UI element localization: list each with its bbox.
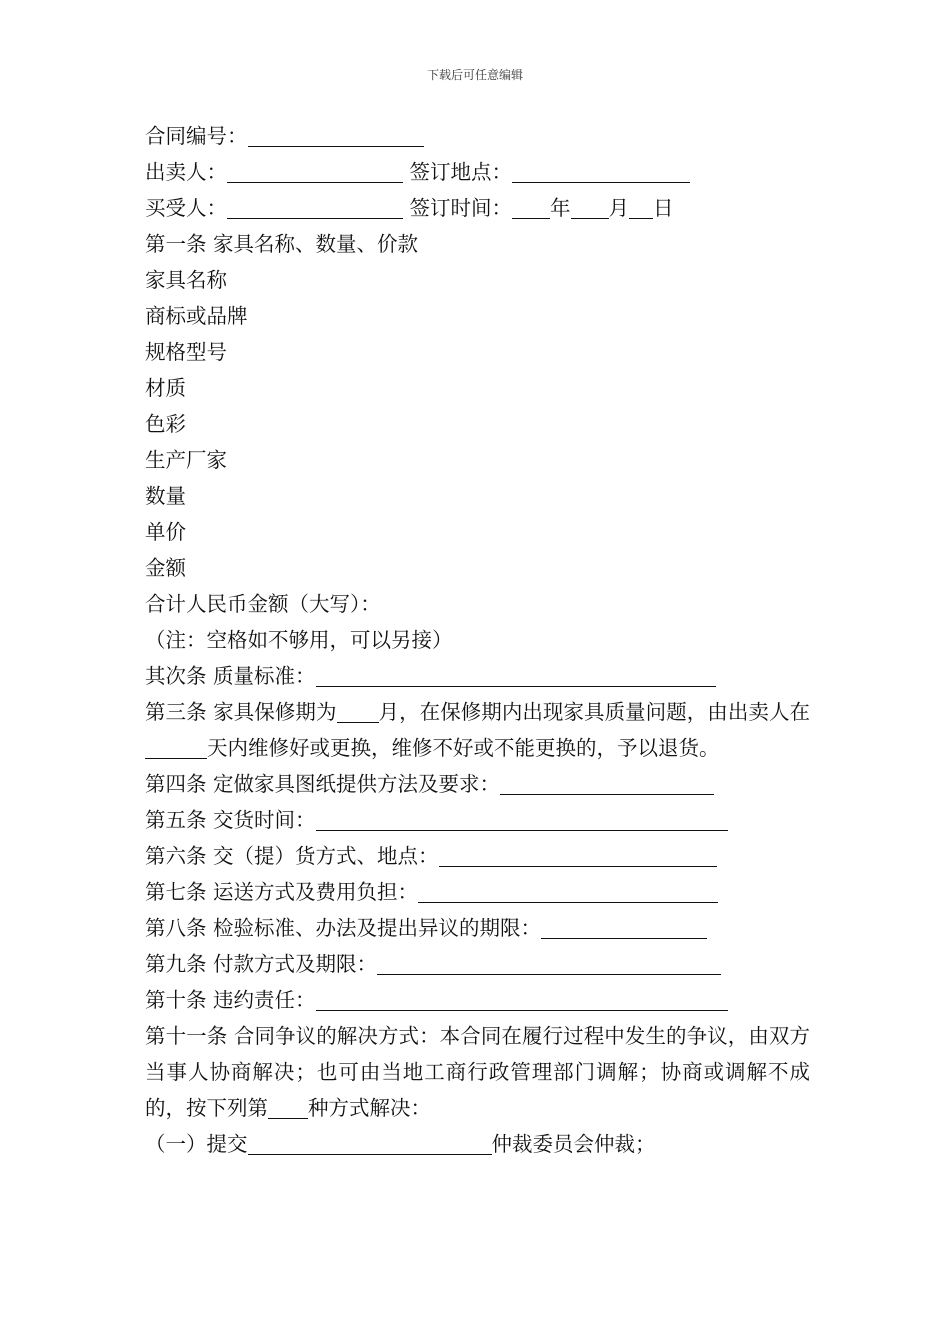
delivery-time-blank[interactable] xyxy=(316,808,728,831)
resolution-option-blank[interactable] xyxy=(268,1096,308,1119)
article2-label: 其次条 质量标准： xyxy=(145,664,316,688)
sign-day-blank[interactable] xyxy=(629,196,653,219)
seller-label: 出卖人： xyxy=(145,160,227,184)
arbitration-prefix: （一）提交 xyxy=(145,1132,248,1156)
item-material: 材质 xyxy=(145,376,186,400)
contract-number-blank[interactable] xyxy=(248,124,424,147)
quality-standard-blank[interactable] xyxy=(316,664,716,687)
breach-liability-blank[interactable] xyxy=(316,988,728,1011)
repair-days-blank[interactable] xyxy=(145,736,207,759)
article8-line xyxy=(145,910,810,946)
article11-text-2: 种方式解决： xyxy=(308,1096,431,1120)
sign-month-blank[interactable] xyxy=(571,196,609,219)
item-quantity: 数量 xyxy=(145,484,186,508)
item-unit-price: 单价 xyxy=(145,520,186,544)
day-label: 日 xyxy=(653,196,674,220)
article1-title: 第一条 家具名称、数量、价款 xyxy=(145,232,419,256)
article11-text-1: 第十一条 合同争议的解决方式：本合同在履行过程中发生的争议，由双方当事人协商解决；也可由当地工商行政管理部门调解；协商或调解不成的，按下列第 xyxy=(145,1024,810,1120)
item-amount: 金额 xyxy=(145,556,186,580)
article4-line xyxy=(145,766,810,802)
article9-line xyxy=(145,946,810,982)
buyer-line xyxy=(145,190,810,226)
article3-paragraph xyxy=(145,694,810,766)
article10-label: 第十条 违约责任： xyxy=(145,988,316,1012)
arbitration-option-line xyxy=(145,1126,810,1162)
item-brand: 商标或品牌 xyxy=(145,304,248,328)
article3-text-2: 月，在保修期内出现家具质量问题，由出卖人在 xyxy=(378,700,810,724)
inspection-standard-blank[interactable] xyxy=(541,916,707,939)
article2-line xyxy=(145,658,810,694)
contract-number-line xyxy=(145,118,810,154)
article5-line xyxy=(145,802,810,838)
contract-number-label: 合同编号： xyxy=(145,124,248,148)
sign-place-blank[interactable] xyxy=(512,160,690,183)
buyer-label: 买受人： xyxy=(145,196,227,220)
item-model: 规格型号 xyxy=(145,340,227,364)
article5-label: 第五条 交货时间： xyxy=(145,808,316,832)
drawing-method-blank[interactable] xyxy=(500,772,714,795)
year-label: 年 xyxy=(550,196,571,220)
transport-cost-blank[interactable] xyxy=(418,880,718,903)
article7-line xyxy=(145,874,810,910)
warranty-months-blank[interactable] xyxy=(337,700,379,723)
article6-line xyxy=(145,838,810,874)
arbitration-committee-blank[interactable] xyxy=(248,1132,492,1155)
article11-paragraph xyxy=(145,1018,810,1126)
table-note: （注：空格如不够用，可以另接） xyxy=(145,628,453,652)
sign-year-blank[interactable] xyxy=(512,196,550,219)
seller-blank[interactable] xyxy=(227,160,403,183)
payment-method-blank[interactable] xyxy=(377,952,721,975)
item-furniture-name: 家具名称 xyxy=(145,268,227,292)
article3-text-3: 天内维修好或更换，维修不好或不能更换的，予以退货。 xyxy=(207,736,720,760)
article6-label: 第六条 交（提）货方式、地点： xyxy=(145,844,439,868)
article4-label: 第四条 定做家具图纸提供方法及要求： xyxy=(145,772,501,796)
buyer-blank[interactable] xyxy=(227,196,403,219)
article3-text-1: 第三条 家具保修期为 xyxy=(145,700,337,724)
item-color: 色彩 xyxy=(145,412,186,436)
article10-line xyxy=(145,982,810,1018)
delivery-method-blank[interactable] xyxy=(439,844,717,867)
contract-document xyxy=(145,118,810,1162)
total-amount-label: 合计人民币金额（大写）： xyxy=(145,592,381,616)
article7-label: 第七条 运送方式及费用负担： xyxy=(145,880,419,904)
item-manufacturer: 生产厂家 xyxy=(145,448,227,472)
month-label: 月 xyxy=(608,196,630,220)
article8-label: 第八条 检验标准、办法及提出异议的期限： xyxy=(145,916,542,940)
page-header: 下载后可任意编辑 xyxy=(426,68,523,82)
sign-place-label: 签订地点： xyxy=(409,160,513,184)
seller-line xyxy=(145,154,810,190)
arbitration-suffix: 仲裁委员会仲裁； xyxy=(491,1132,656,1156)
article9-label: 第九条 付款方式及期限： xyxy=(145,952,378,976)
sign-time-label: 签订时间： xyxy=(409,196,513,220)
